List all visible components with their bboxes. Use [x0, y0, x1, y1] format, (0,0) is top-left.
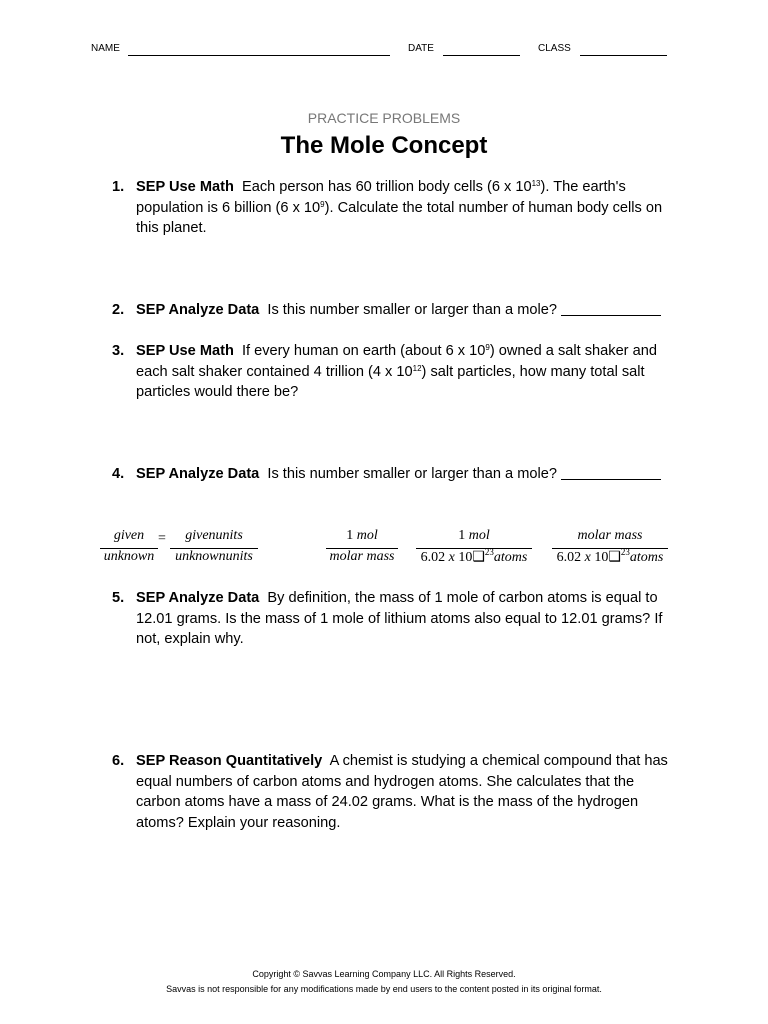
answer-blank[interactable] [561, 301, 661, 316]
numerator-units: mol [468, 528, 490, 543]
answer-blank[interactable] [561, 465, 661, 480]
class-field[interactable] [580, 55, 667, 56]
problem-tag: SEP Reason Quantitatively [136, 753, 323, 769]
exponent: 23 [620, 547, 630, 557]
problem-text: Is this number smaller or larger than a mole? [267, 302, 557, 318]
problem-tag: SEP Use Math [136, 343, 234, 359]
date-field[interactable] [443, 55, 520, 56]
copyright-line: Copyright © Savvas Learning Company LLC. All Rights Reserved. [252, 969, 516, 979]
problem-text: ). Calculate the total number of human body cells on this planet. [136, 199, 663, 237]
problem-body [136, 751, 680, 833]
class-label: CLASS [538, 43, 571, 54]
problem-number: 6. [112, 753, 125, 769]
exponent: 12 [412, 363, 422, 373]
numerator: given [113, 528, 145, 543]
date-label: DATE [408, 43, 434, 54]
numerator: given [185, 528, 216, 543]
problem-text: ) salt particles, how many total salt particles would there be? [136, 363, 645, 401]
denominator-units: mass [366, 549, 395, 564]
problem-text: A chemist is studying a chemical compound that has equal numbers of carbon atoms and hydrogen atoms. She calculates that the carbon atoms have a mass of 24.02 grams. What is the mass of the hydrogen atoms? Explain your reasoning. [136, 753, 668, 831]
times: x [584, 550, 591, 565]
denominator-units: atoms [493, 550, 528, 565]
problem-number: 4. [112, 466, 125, 482]
problem-number: 2. [112, 302, 125, 318]
coefficient: 6.02 [420, 550, 446, 565]
numerator-units: mol [356, 528, 378, 543]
equals-sign: = [158, 531, 166, 546]
base: 10 [594, 550, 609, 565]
coefficient: 6.02 [556, 550, 582, 565]
student-info-header [0, 43, 768, 63]
exponent: 9 [320, 199, 325, 209]
denominator: unknown [103, 549, 155, 564]
problem-text: If every human on earth (about 6 x 10 [241, 343, 486, 359]
problem-tag: SEP Use Math [136, 179, 234, 195]
problem-number: 5. [112, 590, 125, 606]
denominator: molar [329, 549, 363, 564]
page-title: The Mole Concept [280, 132, 488, 159]
numerator-number: 1 [346, 528, 354, 543]
times: x [448, 550, 455, 565]
problem-text: Is this number smaller or larger than a mole? [267, 466, 557, 482]
problem-body [136, 300, 680, 321]
problem-number: 3. [112, 343, 125, 359]
denominator: unknown [175, 549, 226, 564]
denominator-units: atoms [629, 550, 664, 565]
placeholder-box-icon: ❑ [472, 550, 485, 565]
placeholder-box-icon: ❑ [608, 550, 621, 565]
problem-body [136, 464, 680, 485]
problem-text: ). The earth's population is 6 billion (6 x 10 [136, 179, 626, 216]
base: 10 [458, 550, 473, 565]
problem-number: 1. [112, 179, 125, 195]
problem-body [136, 588, 680, 650]
exponent: 9 [485, 343, 490, 352]
disclaimer-line: Savvas is not responsible for any modifications made by end users to the content posted in its original format. [166, 984, 602, 994]
problem-tag: SEP Analyze Data [136, 466, 260, 482]
numerator: molar [577, 528, 611, 543]
page-subtitle: PRACTICE PROBLEMS [307, 110, 461, 126]
exponent: 23 [484, 547, 494, 557]
problem-text: ) owned a salt shaker and each salt shaker contained 4 trillion (4 x 10 [136, 343, 657, 380]
problem-body [136, 341, 680, 403]
problem-text: By definition, the mass of 1 mole of carbon atoms is equal to 12.01 grams. Is the mass of 1 mole of lithium atoms also equal to 12.01 grams? If not, explain why. [136, 590, 663, 648]
name-field[interactable] [128, 55, 390, 56]
numerator-units: units [215, 528, 243, 543]
numerator-units: mass [614, 528, 643, 543]
problem-tag: SEP Analyze Data [136, 590, 260, 606]
footer [0, 967, 768, 997]
numerator-number: 1 [458, 528, 466, 543]
problem-text: Each person has 60 trillion body cells (6 x 10 [241, 179, 532, 195]
name-label: NAME [91, 43, 120, 54]
problem-body [136, 177, 680, 239]
exponent: 13 [531, 179, 541, 188]
problem-tag: SEP Analyze Data [136, 302, 260, 318]
denominator-units: units [225, 549, 253, 564]
